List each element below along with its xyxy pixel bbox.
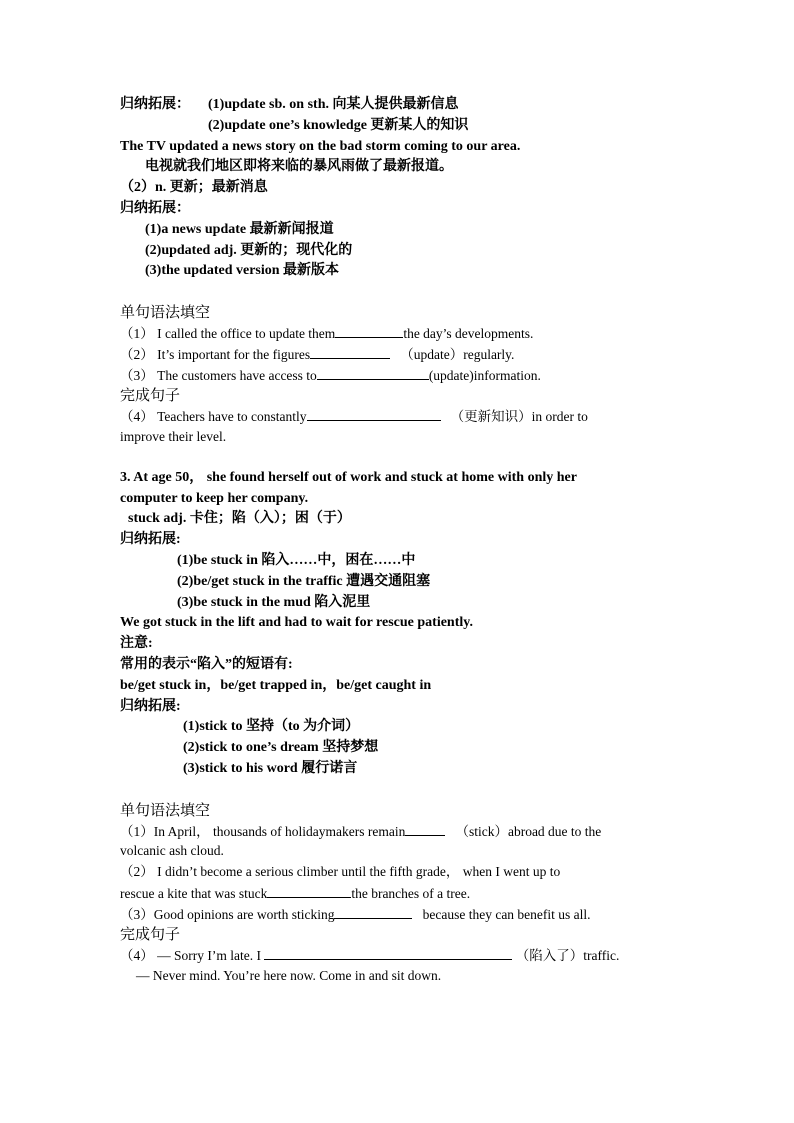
induction-item: (2)be/get stuck in the traffic 遭遇交通阻塞 [177, 573, 431, 589]
answer-blank[interactable] [334, 904, 412, 919]
induction-label: 归纳拓展： [120, 97, 190, 112]
induction-label: 归纳拓展: [120, 698, 181, 714]
exercise-item: （3） The customers have access to (update)information. [120, 365, 675, 386]
induction-item: (3)the updated version 最新版本 [145, 263, 340, 279]
induction-item: (2)update one’s knowledge 更新某人的知识 [208, 117, 469, 133]
induction-item: (1)a news update 最新新闻报道 [145, 221, 334, 237]
induction-line [120, 95, 675, 116]
section-title: 单句语法填空 [120, 800, 211, 819]
exercise-item-continued: improve their level. [120, 428, 227, 444]
noun-definition: （2）n. 更新；最新消息 [120, 180, 268, 196]
exercise-item: （1）In April， thousands of holidaymakers remain （stick）abroad due to the [120, 821, 675, 842]
answer-blank[interactable] [264, 945, 512, 960]
note-label: 注意: [120, 636, 153, 652]
induction-item: (1)stick to 坚持（to 为介词） [183, 719, 360, 735]
induction-item: (3)stick to his word 履行诺言 [183, 760, 358, 776]
induction-item: (3)be stuck in the mud 陷入泥里 [177, 594, 371, 610]
exercise-item-continued: volcanic ash cloud. [120, 843, 224, 859]
example-sentence: The TV updated a news story on the bad storm coming to our area. [120, 138, 521, 154]
induction-label: 归纳拓展: [120, 532, 181, 548]
section-title: 完成句子 [120, 925, 181, 944]
item-heading: 3. At age 50， she found herself out of work and stuck at home with only her [120, 469, 577, 485]
section-title: 完成句子 [120, 386, 181, 405]
induction-label: 归纳拓展： [120, 200, 190, 216]
exercise-item: （2） I didn’t become a serious climber until the fifth grade， when I went up to [120, 864, 561, 880]
section-title: 单句语法填空 [120, 303, 211, 322]
document-page [120, 95, 675, 987]
exercise-item-continued: rescue a kite that was stuck the branches of a tree. [120, 883, 675, 904]
example-translation: 电视就我们地区即将来临的暴风雨做了最新报道。 [145, 159, 453, 175]
phrase-list: be/get stuck in，be/get trapped in，be/get caught in [120, 677, 432, 693]
induction-item: (2)stick to one’s dream 坚持梦想 [183, 740, 379, 756]
induction-item: (2)updated adj. 更新的；现代化的 [145, 242, 353, 258]
answer-blank[interactable] [317, 365, 429, 380]
exercise-item: （1） I called the office to update them the day’s developments. [120, 323, 675, 344]
item-heading: computer to keep her company. [120, 490, 309, 506]
answer-blank[interactable] [307, 406, 441, 421]
note-text: 常用的表示“陷入”的短语有: [120, 656, 293, 672]
answer-blank[interactable] [335, 323, 403, 338]
exercise-item: （4） — Sorry I’m late. I （陷入了）traffic. [120, 945, 675, 966]
induction-item: (1)update sb. on sth. 向某人提供最新信息 [208, 97, 459, 112]
exercise-item: （3）Good opinions are worth sticking because they can benefit us all. [120, 904, 675, 925]
answer-blank[interactable] [310, 344, 390, 359]
word-definition: stuck adj. 卡住；陷（入）；困（于） [128, 511, 351, 527]
dialogue-reply: — Never mind. You’re here now. Come in and sit down. [136, 968, 442, 984]
example-sentence: We got stuck in the lift and had to wait for rescue patiently. [120, 615, 473, 631]
answer-blank[interactable] [405, 821, 445, 836]
answer-blank[interactable] [267, 883, 351, 898]
induction-item: (1)be stuck in 陷入……中，困在……中 [177, 552, 416, 568]
exercise-item: （2） It’s important for the figures （update）regularly. [120, 344, 675, 365]
exercise-item: （4） Teachers have to constantly （更新知识）in order to [120, 406, 675, 427]
